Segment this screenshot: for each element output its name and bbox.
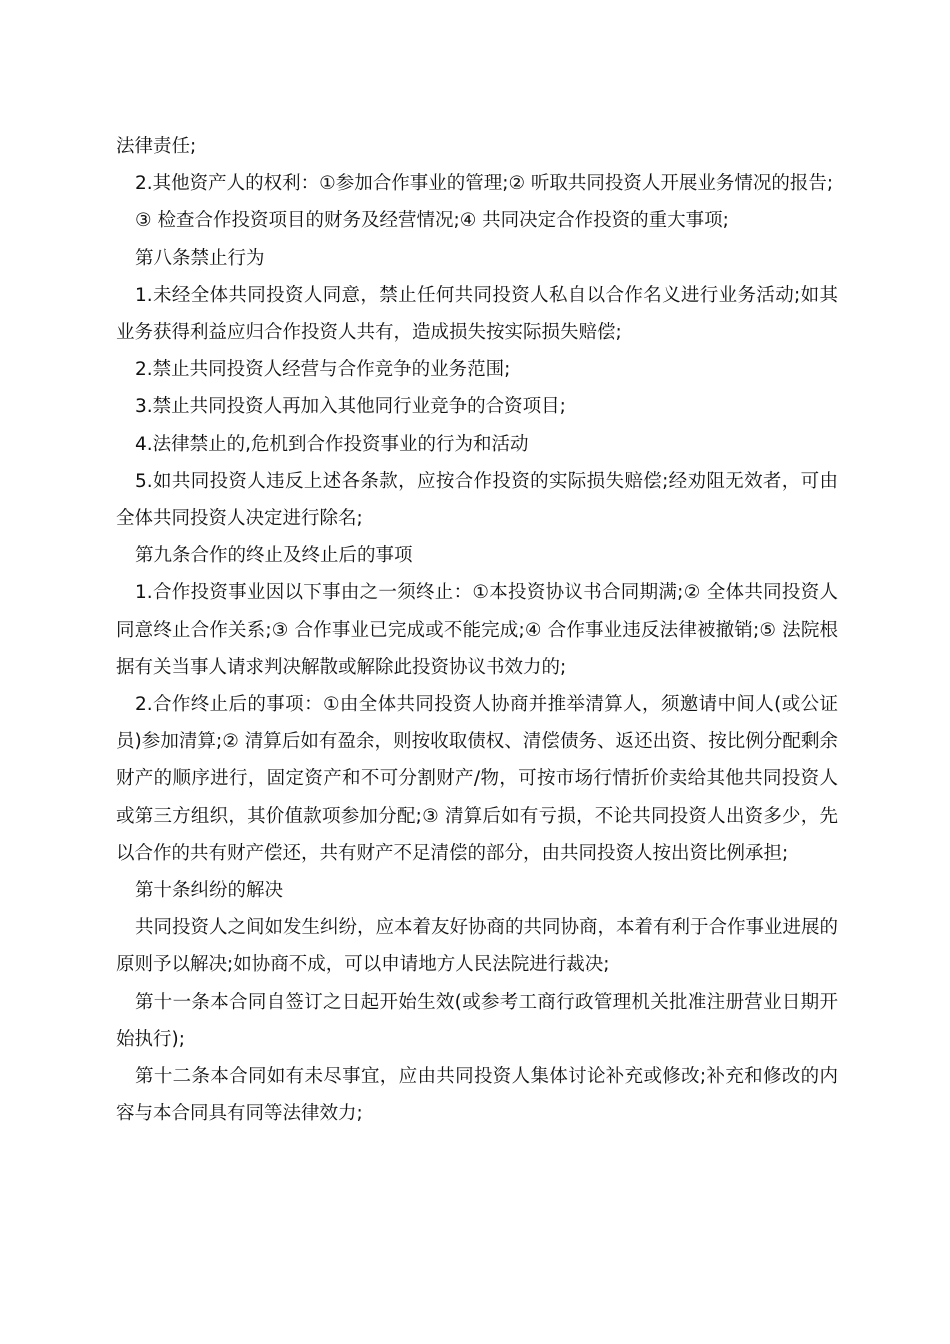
paragraph-article-12: 第十二条本合同如有未尽事宜，应由共同投资人集体讨论补充或修改;补充和修改的内容与本合同具有同等法律效力; <box>116 1066 838 1125</box>
paragraph-article-9-item-1: 1.合作投资事业因以下事由之一须终止：①本投资协议书合同期满;② 全体共同投资人同意终止合作关系;③ 合作事业已完成或不能完成;④ 合作事业违反法律被撤销;⑤ 法院根据有关当事人请求判决解散或解除此投资协议书效力的; <box>116 582 838 678</box>
paragraph-article-8-item-3: 3.禁止共同投资人再加入其他同行业竞争的合资项目; <box>135 396 566 418</box>
article-10-heading: 第十条纠纷的解决 <box>135 880 284 902</box>
paragraph-legal-liability: 法律责任; <box>116 136 197 157</box>
paragraph-article-8-item-1: 1.未经全体共同投资人同意，禁止任何共同投资人私自以合作名义进行业务活动;如其业务获得利益应归合作投资人共有，造成损失按实际损失赔偿; <box>116 284 838 344</box>
article-8-heading: 第八条禁止行为 <box>135 247 265 269</box>
paragraph-article-8-item-4: 4.法律禁止的,危机到合作投资事业的行为和活动 <box>135 433 529 455</box>
paragraph-article-9-item-2: 2.合作终止后的事项：①由全体共同投资人协商并推举清算人，须邀请中间人(或公证员)参加清算;② 清算后如有盈余，则按收取债权、清偿债务、返还出资、按比例分配剩余财产的顺序进行，固定资产和不可分割财产/物，可按市场行情折价卖给其他共同投资人或第三方组织，其价值款项参加分配;③ 清算后如有亏损，不论共同投资人出资多少，先以合作的共有财产偿还，共有财产不足清偿的部分，由共同投资人按出资比例承担; <box>116 694 838 864</box>
article-9-heading: 第九条合作的终止及终止后的事项 <box>135 545 413 567</box>
paragraph-article-8-item-5: 5.如共同投资人违反上述各条款，应按合作投资的实际损失赔偿;经劝阻无效者，可由全体共同投资人决定进行除名; <box>116 470 838 530</box>
paragraph-article-8-item-2: 2.禁止共同投资人经营与合作竞争的业务范围; <box>135 359 511 381</box>
paragraph-dispute-resolution: 共同投资人之间如发生纠纷，应本着友好协商的共同协商，本着有利于合作事业进展的原则予以解决;如协商不成，可以申请地方人民法院进行裁决; <box>116 917 839 976</box>
paragraph-article-11: 第十一条本合同自签订之日起开始生效(或参考工商行政管理机关批准注册营业日期开始执行); <box>116 991 838 1050</box>
paragraph-inspect-finances: ③ 检查合作投资项目的财务及经营情况;④ 共同决定合作投资的重大事项; <box>135 210 729 232</box>
paragraph-other-investor-rights: 2.其他资产人的权利：①参加合作事业的管理;② 听取共同投资人开展业务情况的报告; <box>135 173 834 195</box>
document-page <box>116 128 838 1132</box>
